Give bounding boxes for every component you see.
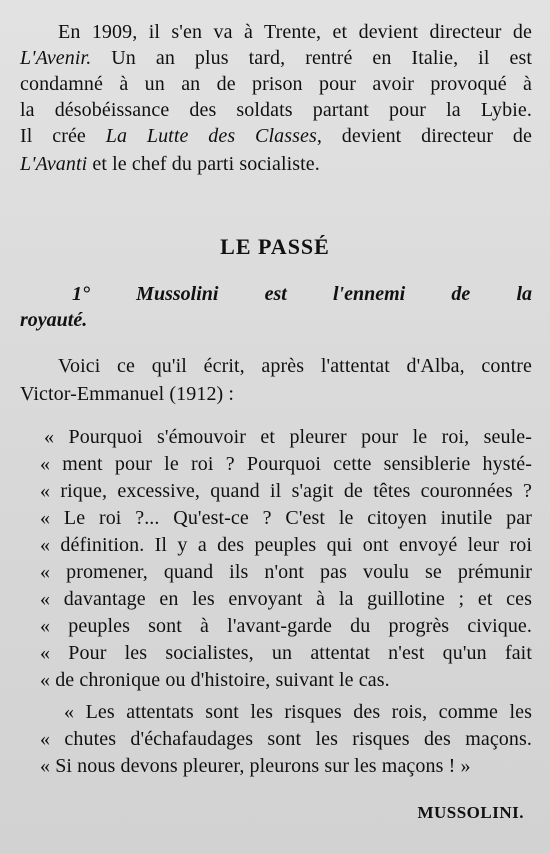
quote-line: « chutes d'échafaudages sont les risques des maçons.: [40, 728, 532, 750]
quote-line: « de chronique ou d'histoire, suivant le cas.: [40, 669, 390, 691]
quote-line: « Pour les socialistes, un attentat n'est qu'un fait: [40, 642, 532, 664]
quote-line: « Si nous devons pleurer, pleurons sur les maçons ! »: [40, 755, 471, 777]
body-line-2: Victor-Emmanuel (1912) :: [20, 383, 235, 405]
quote-line: « ment pour le roi ? Pourquoi cette sensiblerie hysté-: [40, 453, 532, 475]
intro-line-6-title: L'Avanti: [20, 153, 88, 175]
quote-line: « Pourquoi s'émouvoir et pleurer pour le roi, seule-: [44, 426, 532, 448]
quote-line: « davantage en les envoyant à la guillotine ; et ces: [40, 588, 532, 610]
intro-line-1: En 1909, il s'en va à Trente, et devient directeur de: [58, 21, 532, 43]
intro-line-5-b: , devient directeur de: [316, 125, 532, 147]
intro-line-5-a: Il crée: [20, 125, 106, 147]
intro-line-2-text: Un an plus tard, rentré en Italie, il est: [91, 47, 532, 69]
intro-line-5: [20, 124, 532, 148]
signature: MUSSOLINI.: [417, 803, 524, 822]
intro-line-6-text: et le chef du parti socialiste.: [87, 153, 320, 175]
section-subtitle-line-1: 1° Mussolini est l'ennemi de la: [72, 283, 532, 305]
quote-line: « promener, quand ils n'ont pas voulu se prémunir: [40, 561, 532, 583]
intro-line-6: [20, 152, 320, 176]
body-line-1: Voici ce qu'il écrit, après l'attentat d'Alba, contre: [58, 355, 532, 377]
intro-line-2: [20, 46, 532, 70]
quote-line: « peuples sont à l'avant-garde du progrès civique.: [40, 615, 532, 637]
quote-line: « Le roi ?... Qu'est-ce ? C'est le citoyen inutile par: [40, 507, 532, 529]
quote-line: « définition. Il y a des peuples qui ont envoyé leur roi: [40, 534, 532, 556]
section-title: LE PASSÉ: [220, 234, 330, 259]
quote-line: « Les attentats sont les risques des rois, comme les: [64, 701, 532, 723]
intro-line-2-title: L'Avenir.: [20, 47, 92, 69]
quote-line: « rique, excessive, quand il s'agit de têtes couronnées ?: [40, 480, 532, 502]
intro-line-3: condamné à un an de prison pour avoir provoqué à: [20, 73, 532, 95]
section-subtitle-line-2: royauté.: [20, 309, 88, 331]
intro-line-4: la désobéissance des soldats partant pour la Lybie.: [20, 99, 532, 121]
intro-line-5-title: La Lutte des Classes: [105, 125, 317, 147]
